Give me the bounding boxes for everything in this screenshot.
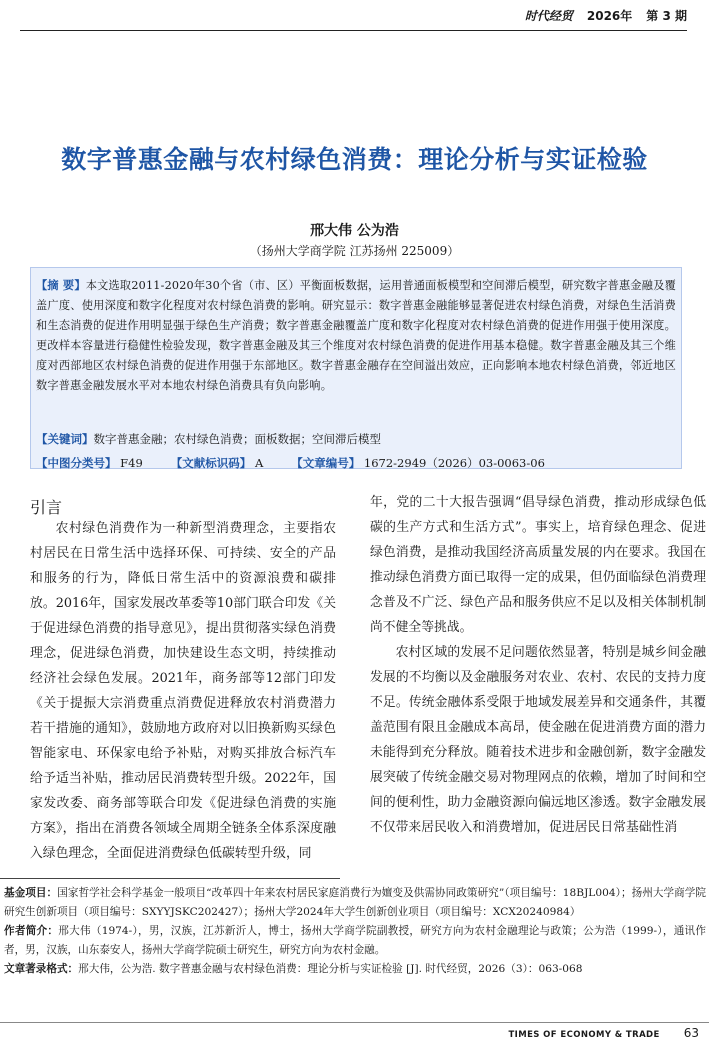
- body-paragraph: 年，党的二十大报告强调“倡导绿色消费，推动形成绿色低碳的生产方式和生活方式”。事实上，培育绿色理念、促进绿色消费，是推动我国经济高质量发展的内在要求。我国在推动绿色消费方面已取得一定的成果，但仍面临绿色消费理念普及不广泛、绿色产品和服务供应不足以及相关体制机制尚不健全等挑战。: [370, 495, 706, 635]
- body-left-column: [30, 516, 336, 866]
- footnote-citation: 文章著录格式：邢大伟，公为浩. 数字普惠金融与农村绿色消费：理论分析与实证检验 [J]. 时代经贸，2026（3）：063-068: [4, 963, 583, 975]
- keywords-line: [36, 431, 676, 447]
- header-rule: [20, 30, 687, 31]
- classification-line: [36, 455, 676, 471]
- running-header: [0, 0, 709, 30]
- body-right-column: [370, 490, 706, 840]
- journal-name: 时代经贸: [524, 8, 573, 23]
- article-title: 数字普惠金融与农村绿色消费：理论分析与实证检验: [61, 145, 648, 174]
- footnote-rule: [0, 878, 340, 879]
- article-number-label: 【文章编号】: [291, 456, 361, 470]
- footnote-fund: 基金项目：国家哲学社会科学基金一般项目“改革四十年来农村居民家庭消费行为嬗变及供需协同政策研究”（项目编号：18BJL004）；扬州大学商学院研究生创新项目（项目编号：SXYYJSKC202427）；扬州大学2024年大学生创新创业项目（项目编号：XCX20240984）: [4, 887, 707, 918]
- issue-number: 第 3 期: [646, 8, 687, 23]
- clc-value: F49: [120, 456, 143, 470]
- article-number-value: 1672-2949（2026）03-0063-06: [363, 456, 545, 470]
- page-footer: [508, 1026, 699, 1040]
- section-heading-intro: 引言: [30, 498, 63, 517]
- keywords-text: 数字普惠金融；农村绿色消费；面板数据；空间滞后模型: [93, 432, 381, 446]
- issue-year: 2026年: [586, 8, 633, 23]
- footer-rule: [0, 1022, 709, 1023]
- keywords-label: 【关键词】: [36, 432, 94, 446]
- doc-code-label: 【文献标识码】: [170, 456, 252, 470]
- body-paragraph: 农村绿色消费作为一种新型消费理念，主要指农村居民在日常生活中选择环保、可持续、安全的产品和服务的行为，降低日常生活中的资源浪费和碳排放。2016年，国家发展改革委等10部门联合印发《关于促进绿色消费的指导意见》，提出贯彻落实绿色消费理念，促进绿色消费，加快建设生态文明，持续推动经济社会绿色发展。2021年，商务部等12部门印发《关于提振大宗消费重点消费促进释放农村消费潜力若干措施的通知》，鼓励地方政府对以旧换新购买绿色智能家电、环保家电给予补贴，对购买排放合标汽车给予适当补贴，推动居民消费转型升级。2022年，国家发改委、商务部等联合印发《促进绿色消费的实施方案》，指出在消费各领域全周期全链条全体系深度融入绿色理念，全面促进消费绿色低碳转型升级，同: [30, 521, 336, 861]
- journal-english-name: TIMES OF ECONOMY & TRADE: [508, 1030, 660, 1040]
- doc-code-value: A: [254, 456, 264, 470]
- footnotes: [4, 884, 706, 979]
- abstract-label: 【摘 要】: [36, 279, 86, 292]
- clc-label: 【中图分类号】: [36, 456, 117, 470]
- abstract: [36, 276, 676, 396]
- body-paragraph: 农村区域的发展不足问题依然显著，特别是城乡间金融发展的不均衡以及金融服务对农业、农村、农民的支持力度不足。传统金融体系受限于地域发展差异和交通条件，其覆盖范围有限且金融成本高昂，使金融在促进消费方面的潜力未能得到充分释放。随着技术进步和金融创新，数字金融发展突破了传统金融交易对物理网点的依赖，增加了时间和空间的便利性，助力金融资源向偏远地区渗透。数字金融发展不仅带来居民收入和消费增加，促进居民日常基础性消: [370, 645, 706, 835]
- abstract-text: 本文选取2011-2020年30个省（市、区）平衡面板数据，运用普通面板模型和空间滞后模型，研究数字普惠金融及覆盖广度、使用深度和数字化程度对农村绿色消费的影响。研究显示：数字普惠金融能够显著促进农村绿色消费，对绿色生活消费和生态消费的促进作用明显强于绿色生产消费；数字普惠金融覆盖广度和数字化程度对农村绿色消费的促进作用强于使用深度。更改样本容量进行稳健性检验发现，数字普惠金融及其三个维度对农村绿色消费的促进作用基本稳健。数字普惠金融及其三个维度对西部地区农村绿色消费的促进作用强于东部地区。数字普惠金融存在空间溢出效应，正向影响本地农村绿色消费，邻近地区数字普惠金融发展水平对本地农村绿色消费具有负向影响。: [36, 279, 676, 392]
- footnote-author: 作者简介：邢大伟（1974-），男，汉族，江苏新沂人，博士，扬州大学商学院副教授，研究方向为农村金融理论与政策；公为浩（1999-），通讯作者，男，汉族，山东泰安人，扬州大学商学院硕士研究生，研究方向为农村金融。: [4, 925, 707, 956]
- article-authors: 邢大伟 公为浩: [310, 223, 399, 239]
- author-affiliation: （扬州大学商学院 江苏扬州 225009）: [249, 244, 460, 258]
- page-number: 63: [683, 1026, 699, 1040]
